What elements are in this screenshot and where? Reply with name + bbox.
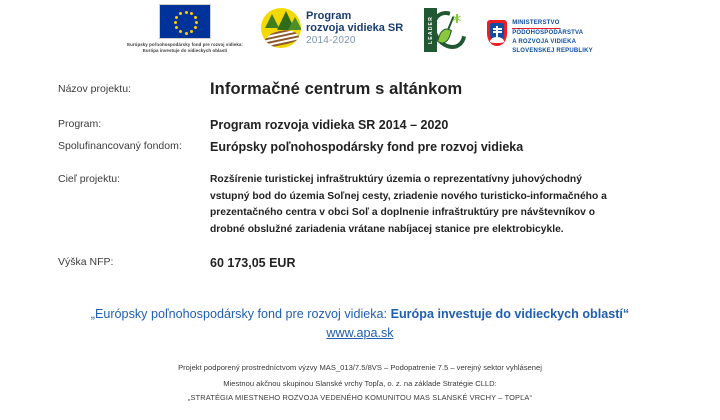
slogan-text-normal: „Európsky poľnohospodársky fond pre rozvoj vidieka:: [90, 306, 391, 321]
program-label: Program:: [58, 118, 102, 131]
goal-label: Cieľ projektu:: [58, 173, 121, 186]
prv-line-3: 2014-2020: [305, 34, 356, 46]
prv-logo-block: [261, 8, 403, 48]
prv-line-2: rozvoja vidieka SR: [305, 22, 404, 35]
project-info-sheet: [0, 62, 720, 406]
eu-caption-line-1: Európsky poľnohospodársky fond pre rozvoj vidieka:: [127, 42, 243, 47]
three-hills-icon: [490, 37, 504, 43]
eu-flag-caption: [127, 42, 243, 55]
fund-value: Európsky poľnohospodársky fond pre rozvoj vidieka: [210, 140, 524, 155]
eu-logo-block: [127, 4, 243, 55]
slovak-coat-of-arms-icon: [487, 20, 507, 46]
slogan-block: [0, 305, 720, 344]
nfp-row: [0, 255, 720, 272]
leader-label: LEADER: [427, 16, 434, 44]
footer-line-1: Projekt podporený prostredníctvom výzvy MAS_013/7.5/8VS – Podopatrenie 7.5 – verejný sektor vyhlásenej: [178, 363, 542, 373]
project-name-value: Informačné centrum s altánkom: [210, 80, 463, 98]
prv-hill-right-icon: [288, 17, 301, 30]
slogan-text-bold: Európa investuje do vidieckych oblastí“: [390, 306, 630, 321]
footer-block: [0, 360, 720, 405]
double-cross-icon: [496, 26, 498, 37]
fund-label: Spolufinancovaný fondom:: [58, 140, 182, 153]
ministry-line-3: A ROZVOJA VIDIEKA: [512, 38, 577, 45]
prv-emblem-icon: [261, 8, 301, 48]
goal-row: [0, 172, 720, 239]
project-name-row: [0, 78, 720, 100]
slogan-line: [0, 305, 720, 324]
leader-logo-icon: [421, 8, 469, 52]
project-name-label: Názov projektu:: [58, 83, 131, 95]
nfp-value: 60 173,05 EUR: [210, 255, 296, 270]
logo-band: [0, 0, 720, 62]
fund-row: [0, 139, 720, 156]
prv-logo-text: [306, 10, 403, 46]
leader-spark-icon: [452, 14, 462, 24]
program-row: [0, 117, 720, 134]
eu-stars: [160, 5, 210, 38]
prv-field-icon: [262, 27, 300, 48]
ministry-line-2: PÔDOHOSPODÁRSTVA: [512, 30, 584, 37]
ministry-line-1: MINISTERSTVO: [512, 20, 559, 29]
ministry-logo-block: [487, 10, 593, 56]
prv-line-1: Program: [305, 10, 352, 23]
program-value: Program rozvoja vidieka SR 2014 – 2020: [210, 118, 449, 133]
eu-caption-line-2: Európa investuje do vidieckych oblastí: [142, 48, 228, 54]
footer-line-2: Miestnou akčnou skupinou Slanské vrchy Topľa, o. z. na základe Stratégie CLLD:: [223, 378, 497, 388]
ministry-line-4: SLOVENSKEJ REPUBLIKY: [512, 47, 593, 54]
ministry-logo-text: [512, 10, 593, 56]
apa-website-link[interactable]: www.apa.sk: [326, 326, 394, 341]
footer-line-3: „STRATÉGIA MIESTNEHO ROZVOJA VEDENÉHO KOMUNITOU MAS SLANSKÉ VRCHY – TOPĽA“: [187, 392, 533, 402]
european-union-flag-icon: [159, 4, 211, 39]
nfp-label: Výška NFP:: [58, 255, 114, 268]
goal-value: Rozšírenie turistickej infraštruktúry územia o reprezentatívny juhovýchodný vstupný bod do územia Soľnej cesty, zriadenie nového turisticko-informačného a prezentačného centra v obci Soľ a doplnenie infraštruktúry pre návštevníkov o drobné obslužné zariadenia vrátane nabíjacej stanice pre elektrobicykle.: [210, 174, 607, 236]
